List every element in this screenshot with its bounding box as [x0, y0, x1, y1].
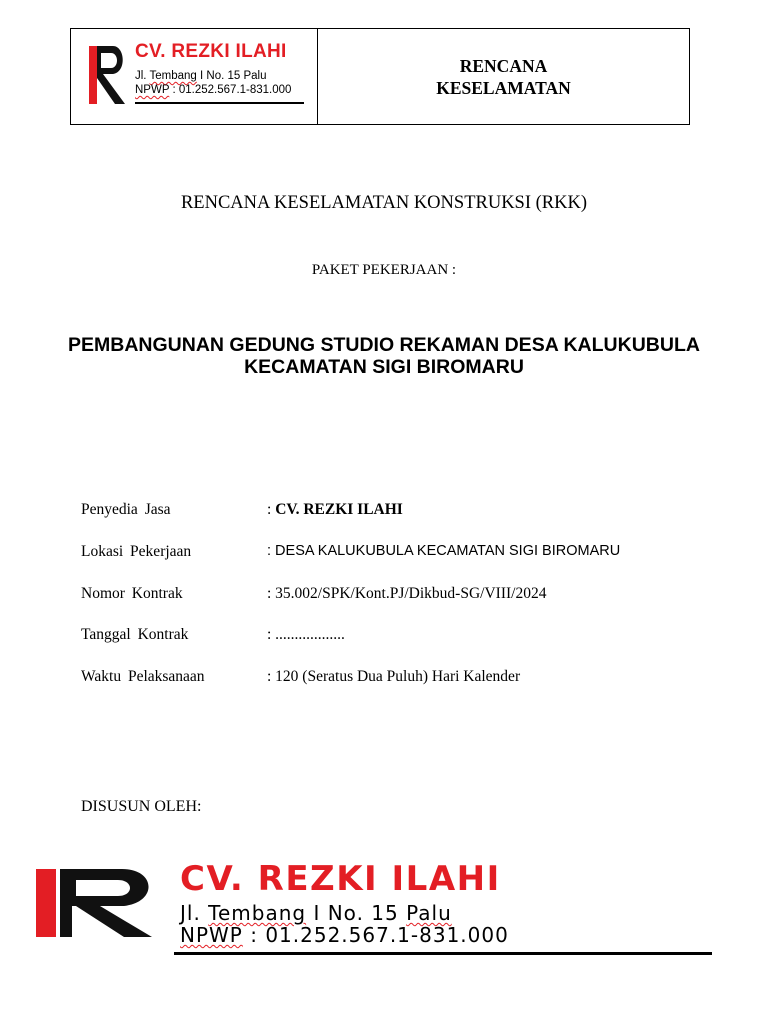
disusun-label: DISUSUN OLEH: — [81, 798, 202, 815]
info-row-lokasi: Lokasi Pekerjaan : DESA KALUKUBULA KECAMATAN SIGI BIROMARU — [81, 543, 621, 560]
header-logo-cell — [71, 29, 318, 124]
header-box — [70, 28, 690, 125]
header-npwp: NPWP : 01.252.567.1-831.000 — [135, 84, 292, 96]
footer-npwp: NPWP : 01.252.567.1-831.000 — [180, 923, 509, 947]
project-title: PEMBANGUNAN GEDUNG STUDIO REKAMAN DESA KALUKUBULA KECAMATAN SIGI BIROMARU — [68, 334, 700, 378]
info-row-waktu: Waktu Pelaksanaan : 120 (Seratus Dua Puluh) Hari Kalender — [81, 668, 521, 685]
footer-logo-icon — [36, 866, 158, 940]
info-row-penyedia: Penyedia Jasa : CV. REZKI ILAHI — [81, 501, 403, 518]
header-doc-title: RENCANA KESELAMATAN — [436, 55, 571, 98]
info-row-nomor: Nomor Kontrak : 35.002/SPK/Kont.PJ/Dikbud-SG/VIII/2024 — [81, 585, 547, 602]
footer-address: Jl. Tembang I No. 15 Palu — [180, 901, 452, 925]
footer-company-name: CV. REZKI ILAHI — [180, 859, 501, 899]
footer-divider — [174, 952, 712, 955]
company-logo-icon — [89, 44, 129, 106]
header-company-name: CV. REZKI ILAHI — [135, 41, 287, 62]
paket-label: PAKET PEKERJAAN : — [311, 262, 457, 278]
main-title: RENCANA KESELAMATAN KONSTRUKSI (RKK) — [180, 193, 588, 213]
header-divider — [135, 102, 304, 104]
info-row-tanggal: Tanggal Kontrak : .................. — [81, 626, 345, 643]
header-address: Jl. Tembang I No. 15 Palu — [135, 70, 267, 82]
